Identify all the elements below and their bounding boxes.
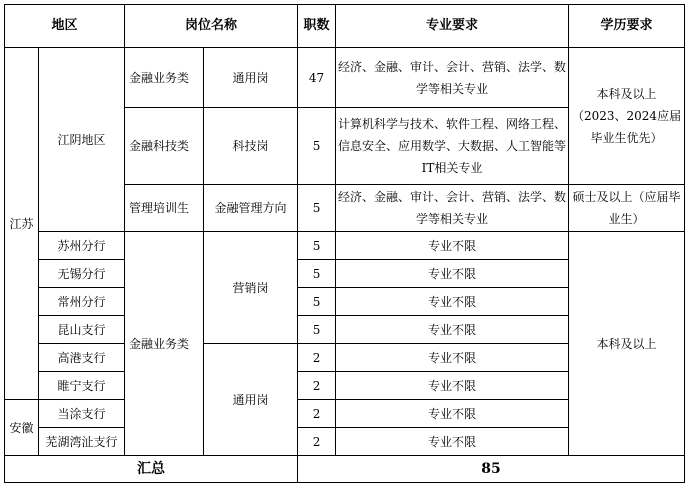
total-value: 85 — [298, 456, 685, 483]
total-row — [5, 456, 685, 483]
major-cell: 计算机科学与技术、软件工程、网络工程、信息安全、应用数学、大数据、人工智能等IT相关专业 — [336, 108, 569, 185]
branch-name: 无锡分行 — [39, 260, 125, 288]
major-cell: 专业不限 — [336, 232, 569, 260]
branch-name: 昆山支行 — [39, 316, 125, 344]
header-major: 专业要求 — [336, 5, 569, 48]
major-cell: 经济、金融、审计、会计、营销、法学、数学等相关专业 — [336, 185, 569, 232]
major-cell: 专业不限 — [336, 316, 569, 344]
header-count: 职数 — [298, 5, 336, 48]
education-bachelor: 本科及以上 — [569, 232, 685, 456]
branch-category: 金融业务类 — [125, 232, 204, 456]
branch-name: 苏州分行 — [39, 232, 125, 260]
region-anhui: 安徽 — [5, 400, 39, 456]
count-cell: 5 — [298, 316, 336, 344]
header-position-name: 岗位名称 — [125, 5, 298, 48]
header-education: 学历要求 — [569, 5, 685, 48]
category-cell: 管理培训生 — [125, 185, 204, 232]
branch-name: 高港支行 — [39, 344, 125, 372]
major-cell: 专业不限 — [336, 344, 569, 372]
education-master-fresh: 硕士及以上（应届毕业生） — [569, 185, 685, 232]
major-cell: 专业不限 — [336, 428, 569, 456]
branch-name: 常州分行 — [39, 288, 125, 316]
post-cell: 金融管理方向 — [204, 185, 298, 232]
count-cell: 5 — [298, 260, 336, 288]
count-cell: 2 — [298, 372, 336, 400]
major-cell: 专业不限 — [336, 372, 569, 400]
education-bachelor-fresh: 本科及以上（2023、2024应届毕业生优先） — [569, 48, 685, 185]
count-cell: 47 — [298, 48, 336, 108]
total-label: 汇总 — [5, 456, 298, 483]
branch-name: 芜湖湾沚支行 — [39, 428, 125, 456]
branch-name: 睢宁支行 — [39, 372, 125, 400]
count-cell: 2 — [298, 344, 336, 372]
area-jiangyin: 江阴地区 — [39, 48, 125, 232]
post-cell: 科技岗 — [204, 108, 298, 185]
recruitment-table — [4, 4, 685, 483]
category-cell: 金融业务类 — [125, 48, 204, 108]
major-cell: 专业不限 — [336, 400, 569, 428]
header-row — [5, 5, 685, 48]
branch-name: 当涂支行 — [39, 400, 125, 428]
count-cell: 5 — [298, 288, 336, 316]
post-cell: 通用岗 — [204, 48, 298, 108]
region-jiangsu: 江苏 — [5, 48, 39, 400]
table-row — [5, 48, 685, 108]
count-cell: 2 — [298, 428, 336, 456]
header-region: 地区 — [5, 5, 125, 48]
major-cell: 专业不限 — [336, 288, 569, 316]
branch-post-marketing: 营销岗 — [204, 232, 298, 344]
count-cell: 2 — [298, 400, 336, 428]
category-cell: 金融科技类 — [125, 108, 204, 185]
branch-post-general: 通用岗 — [204, 344, 298, 456]
count-cell: 5 — [298, 232, 336, 260]
count-cell: 5 — [298, 185, 336, 232]
major-cell: 经济、金融、审计、会计、营销、法学、数学等相关专业 — [336, 48, 569, 108]
major-cell: 专业不限 — [336, 260, 569, 288]
count-cell: 5 — [298, 108, 336, 185]
table-row — [5, 232, 685, 260]
